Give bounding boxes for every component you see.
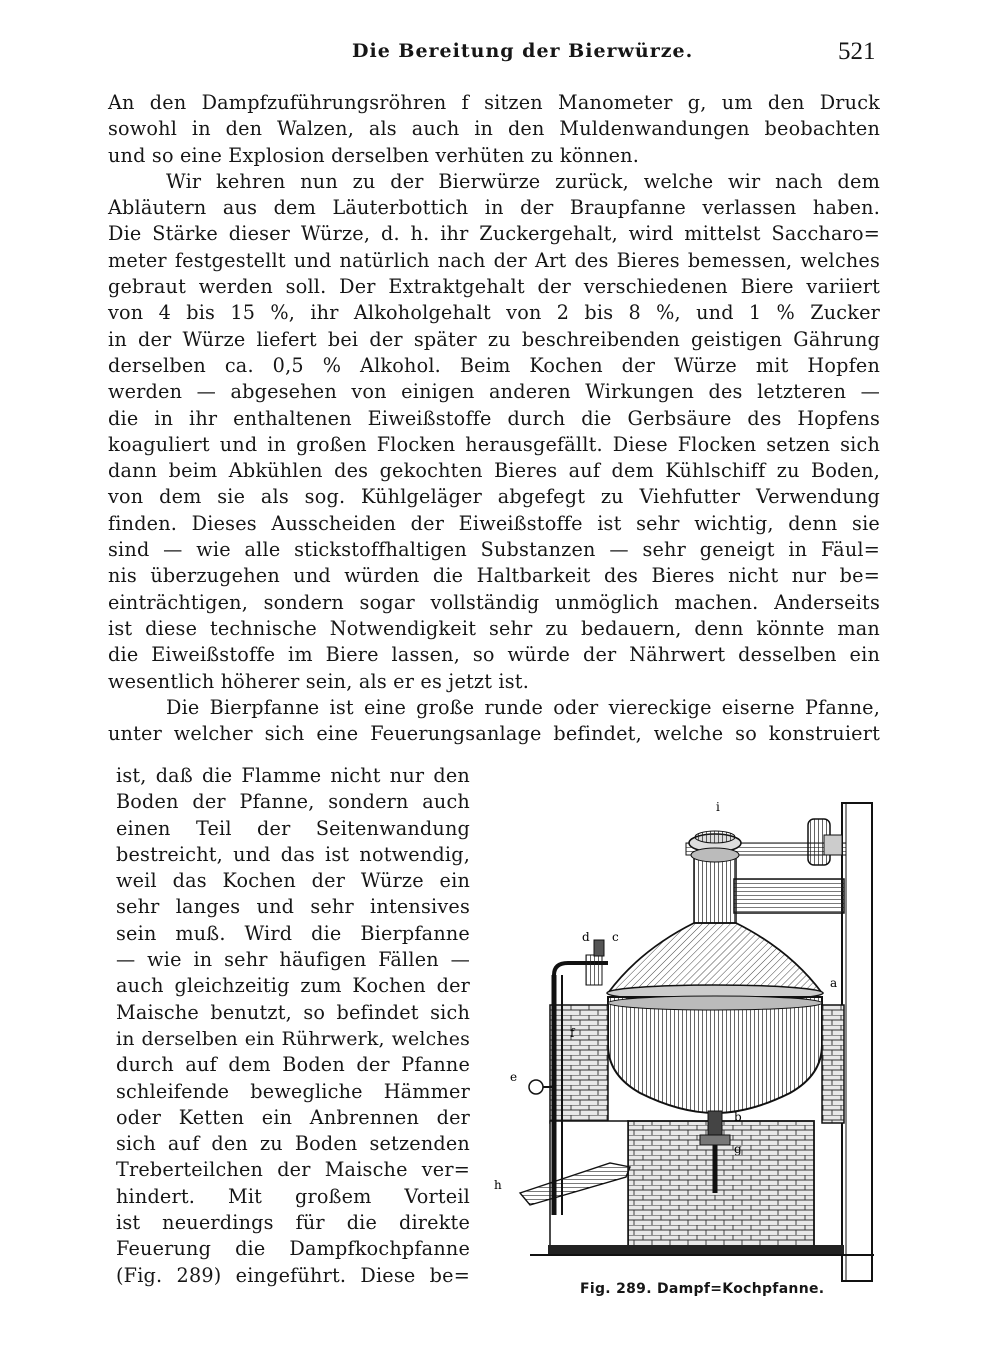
text-line: die in ihr enthaltenen Eiweißstoffe durch die Gerbsäure des Hopfens <box>108 406 880 430</box>
text-line: Abläutern aus dem Läuterbottich in der Braupfanne verlassen haben. <box>108 196 880 220</box>
text-line: einträchtigen, sondern sogar vollständig unmöglich machen. Anderseits <box>108 590 880 614</box>
text-line: sind — wie alle stickstoffhaltigen Substanzen — sehr geneigt in Fäul= <box>108 538 880 562</box>
text-line: sehr langes und sehr intensives <box>116 895 470 919</box>
text-line: gebraut werden soll. Der Extraktgehalt der verschiedenen Biere variiert <box>108 275 880 299</box>
steam-pan-engraving <box>490 775 882 1285</box>
label-b: b <box>734 1110 742 1124</box>
text-line: finden. Dieses Ausscheiden der Eiweißstoffe ist sehr wichtig, denn sie <box>108 511 880 535</box>
text-line: koaguliert und in großen Flocken herausgefällt. Diese Flocken setzen sich <box>108 432 880 456</box>
text-line: sich auf den zu Boden setzenden <box>116 1132 470 1156</box>
text-line: die Eiweißstoffe im Biere lassen, so würde der Nährwert desselben ein <box>108 643 880 667</box>
text-line: ist, daß die Flamme nicht nur den <box>116 764 470 787</box>
text-line: wesentlich höherer sein, als er es jetzt ist. <box>108 669 530 693</box>
text-line: Die Stärke dieser Würze, d. h. ihr Zuckergehalt, wird mittelst Saccharo= <box>108 222 880 246</box>
label-f: f <box>570 1026 575 1040</box>
text-line: schleifende bewegliche Hämmer <box>116 1079 470 1103</box>
text-line: werden — abgesehen von einigen anderen Wirkungen des letzteren — <box>108 380 880 404</box>
label-c: c <box>612 930 619 944</box>
text-line: (Fig. 289) eingeführt. Diese be= <box>116 1263 470 1287</box>
label-i: i <box>716 800 720 814</box>
text-line: in derselben ein Rührwerk, welches <box>116 1027 470 1050</box>
text-line: bestreicht, und das ist notwendig, <box>116 842 470 866</box>
label-d: d <box>582 930 590 944</box>
text-line: Boden der Pfanne, sondern auch <box>116 790 470 814</box>
text-line: in der Würze liefert bei der später zu beschreibenden geistigen Gährung <box>108 327 880 351</box>
text-line: dann beim Abkühlen des gekochten Bieres auf dem Kühlschiff zu Boden, <box>108 459 880 483</box>
text-line: durch auf dem Boden der Pfanne <box>116 1053 470 1077</box>
text-line: Wir kehren nun zu der Bierwürze zurück, welche wir nach dem <box>166 169 880 193</box>
label-e: e <box>510 1070 518 1084</box>
text-line: An den Dampfzuführungsröhren f sitzen Manometer g, um den Druck <box>108 91 880 114</box>
text-line: und so eine Explosion derselben verhüten zu können. <box>108 143 640 167</box>
page-number: 521 <box>838 38 876 65</box>
body-text-full-width <box>108 90 880 747</box>
text-line: meter festgestellt und natürlich nach der Art des Bieres bemessen, welches <box>108 248 880 272</box>
text-line: einen Teil der Seitenwandung <box>116 816 470 840</box>
text-line: Maische benutzt, so befindet sich <box>116 1000 470 1024</box>
label-a: a <box>830 976 838 990</box>
label-h: h <box>494 1178 502 1192</box>
running-head <box>0 40 1000 70</box>
text-line: sowohl in den Walzen, als auch in den Muldenwandungen beobachten <box>108 117 880 141</box>
text-line: derselben ca. 0,5 % Alkohol. Beim Kochen der Würze mit Hopfen <box>108 353 880 377</box>
text-line: — wie in sehr häufigen Fällen — <box>116 948 470 972</box>
running-title: Die Bereitung der Bierwürze. <box>352 40 694 62</box>
text-line: oder Ketten ein Anbrennen der <box>116 1105 470 1129</box>
text-line: Feuerung die Dampfkochpfanne <box>116 1237 470 1261</box>
text-line: unter welcher sich eine Feuerungsanlage befindet, welche so konstruiert <box>108 722 880 746</box>
text-line: sein muß. Wird die Bierpfanne <box>116 921 470 945</box>
text-line: von 4 bis 15 %, ihr Alkoholgehalt von 2 bis 8 %, und 1 % Zucker <box>108 301 880 325</box>
text-line: Treberteilchen der Maische ver= <box>116 1158 470 1182</box>
text-line: Die Bierpfanne ist eine große runde oder viereckige eiserne Pfanne, <box>166 695 880 719</box>
figure-steam-boiling-pan <box>490 775 882 1305</box>
text-line: ist diese technische Notwendigkeit sehr zu bedauern, denn könnte man <box>108 616 880 640</box>
text-line: von dem sie als sog. Kühlgeläger abgefegt zu Viehfutter Verwendung <box>108 485 880 509</box>
text-line: ist neuerdings für die direkte <box>116 1211 470 1235</box>
label-g: g <box>734 1142 742 1156</box>
figure-caption: Fig. 289. Dampf=Kochpfanne. <box>580 1281 825 1297</box>
text-line: auch gleichzeitig zum Kochen der <box>116 974 470 998</box>
body-text-beside-figure <box>116 763 470 1289</box>
text-line: hindert. Mit großem Vorteil <box>116 1184 470 1208</box>
text-line: weil das Kochen der Würze ein <box>116 869 470 893</box>
text-line: nis überzugehen und würden die Haltbarkeit des Bieres nicht nur be= <box>108 564 880 588</box>
